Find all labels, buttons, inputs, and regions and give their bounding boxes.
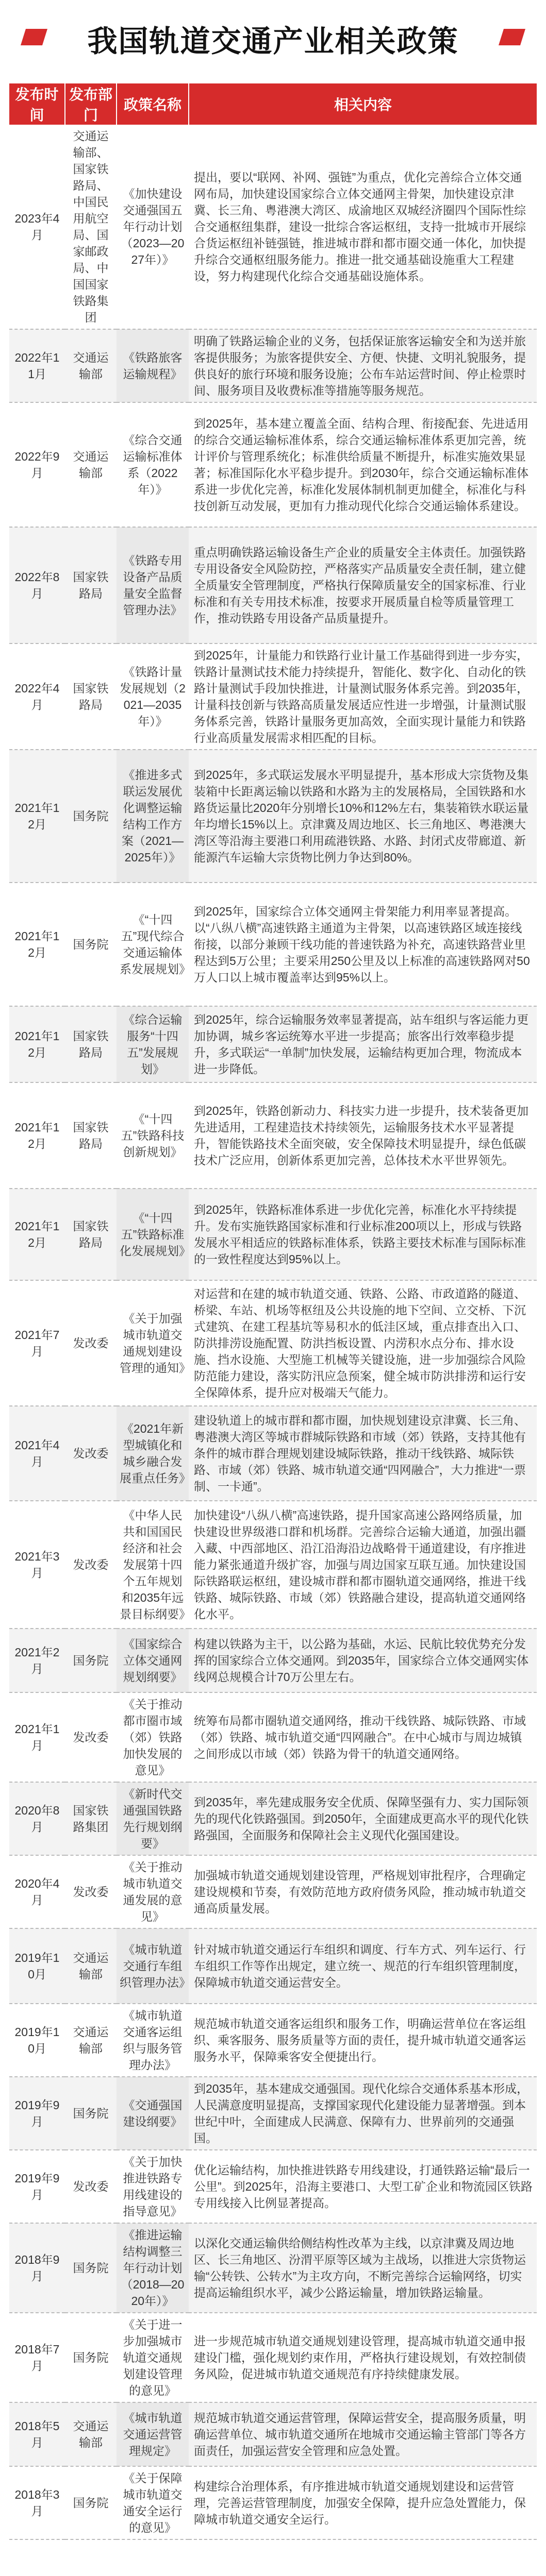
row-dept: 交通运输部: [65, 1928, 117, 2004]
row-doc: 《2021年新型城镇化和城乡融合发展重点任务》: [117, 1406, 189, 1501]
row-content: 构建以铁路为主干，以公路为基础，水运、民航比较优势充分发挥的国家综合立体交通网。到2035年，国家综合立体交通网实体线网总规模合计70万公里左右。: [189, 1629, 537, 1692]
row-dept: 交通运输部: [65, 2402, 117, 2466]
row-doc: 《“十四五”铁路科技创新规划》: [117, 1082, 189, 1189]
row-dept: 国务院: [65, 750, 117, 883]
row-doc: 《综合交通运输标准体系（2022年）》: [117, 402, 189, 527]
row-date: 2021年12月: [9, 1189, 65, 1280]
row-date: 2019年10月: [9, 1928, 65, 2004]
row-content: 到2025年，铁路标准体系进一步优化完善，标准化水平持续提升。发布实施铁路国家标准和行业标准200项以上，形成与铁路发展水平相适应的铁路标准体系，铁路主要技术标准与国际标准的一致性程度达到95%以上。: [189, 1189, 537, 1280]
row-date: 2018年5月: [9, 2402, 65, 2466]
table-row: [9, 1855, 537, 1928]
table-row: [9, 1782, 537, 1855]
row-doc: 《推进多式联运发展优化调整运输结构工作方案（2021—2025年）》: [117, 750, 189, 883]
row-doc: 《关于进一步加强城市轨道交通规划建设管理的意见》: [117, 2313, 189, 2402]
header-content: 相关内容: [189, 83, 537, 125]
row-content: 到2025年，基本建立覆盖全面、结构合理、衔接配套、先进适用的综合交通运输标准体系，综合交通运输标准体系更加完善，统计评价与管理系统化；标准供给质量不断提升，标准实施效果显著；标准国际化水平稳步提升。到2030年，综合交通运输标准体系进一步优化完善，标准化发展体制机制更加健全，标准化与科技创新互动发展，更加有力推动现代化综合交通运输体系建设。: [189, 402, 537, 527]
table-row: [9, 1280, 537, 1406]
row-doc: 《关于推动城市轨道交通发展的意见》: [117, 1855, 189, 1928]
row-date: 2021年12月: [9, 750, 65, 883]
row-content: 到2025年，铁路创新动力、科技实力进一步提升，技术装备更加先进适用，工程建造技术持续领先，运输服务技术水平显著提升，智能铁路技术全面突破，安全保障技术明显提升，绿色低碳技术广泛应用，创新体系更加完善，总体技术水平世界领先。: [189, 1082, 537, 1189]
row-doc: 《新时代交通强国铁路先行规划纲要》: [117, 1782, 189, 1855]
table-body: [9, 125, 537, 2539]
row-dept: 国家铁路局: [65, 1006, 117, 1082]
row-dept: 发改委: [65, 2150, 117, 2223]
page-title: 我国轨道交通产业相关政策: [87, 25, 459, 58]
row-date: 2020年4月: [9, 1855, 65, 1928]
row-date: 2021年3月: [9, 1501, 65, 1629]
row-date: 2021年1月: [9, 1692, 65, 1782]
row-content: 以深化交通运输供给侧结构性改革为主线，以京津冀及周边地区、长三角地区、汾渭平原等区域为主战场，以推进大宗货物运输“公转铁、公转水”为主攻方向，不断完善综合运输网络，切实提高运输组织水平，减少公路运输量，增加铁路运输量。: [189, 2223, 537, 2313]
row-dept: 国家铁路局: [65, 643, 117, 750]
row-dept: 发改委: [65, 1855, 117, 1928]
row-content: 到2025年，综合运输服务效率显著提高，站车组织与客运能力更加协调，城乡客运统筹水平进一步提高；旅客出行效率稳步提升，多式联运“一单制”加快发展，运输结构更加合理，物流成本进一步降低。: [189, 1006, 537, 1082]
row-doc: 《城市轨道交通客运组织与服务管理办法》: [117, 2004, 189, 2077]
table-row: [9, 1928, 537, 2004]
table-row: [9, 402, 537, 527]
header-dept: 发布部门: [65, 83, 117, 125]
header-doc: 政策名称: [117, 83, 189, 125]
row-date: 2022年8月: [9, 527, 65, 643]
row-dept: 国务院: [65, 2466, 117, 2539]
row-date: 2019年9月: [9, 2150, 65, 2223]
table-row: [9, 527, 537, 643]
table-row: [9, 2402, 537, 2466]
row-content: 重点明确铁路运输设备生产企业的质量安全主体责任。加强铁路专用设备安全风险防控，严格落实产品质量安全责任制，建立健全质量安全管理制度，严格执行保障质量安全的国家标准、行业标准和有关专用技术标准，按要求开展质量自检等质量管理工作，推动铁路专用设备产品质量提升。: [189, 527, 537, 643]
row-date: 2021年12月: [9, 883, 65, 1006]
table-row: [9, 1501, 537, 1629]
row-doc: 《“十四五”现代综合交通运输体系发展规划》: [117, 883, 189, 1006]
row-date: 2021年12月: [9, 1006, 65, 1082]
row-date: 2019年10月: [9, 2004, 65, 2077]
row-content: 构建综合治理体系，有序推进城市轨道交通规划建设和运营管理，完善运营管理制度，加强安全保障，提升应急处置能力，保障城市轨道交通安全运行。: [189, 2466, 537, 2539]
table-row: [9, 329, 537, 402]
row-date: 2022年11月: [9, 329, 65, 402]
row-doc: 《中华人民共和国国民经济和社会发展第十四个五年规划和2035年远景目标纲要》: [117, 1501, 189, 1629]
row-dept: 国务院: [65, 1629, 117, 1692]
row-dept: 发改委: [65, 1406, 117, 1501]
row-date: 2019年9月: [9, 2077, 65, 2150]
row-doc: 《推进运输结构调整三年行动计划（2018—2020年）》: [117, 2223, 189, 2313]
row-content: 明确了铁路运输企业的义务，包括保证旅客运输安全和为送并旅客提供服务；为旅客提供安全、方便、快捷、文明礼貌服务，提供良好的旅行环境和服务设施；公布车站运营时间、停止检票时间、服务项目及收费标准等措施等服务规范。: [189, 329, 537, 402]
header-date: 发布时间: [9, 83, 65, 125]
row-dept: 发改委: [65, 1280, 117, 1406]
table-row: [9, 1629, 537, 1692]
row-content: 规范城市轨道交通客运组织和服务工作，明确运营单位在客运组织、乘客服务、服务质量等方面的责任，提升城市轨道交通客运服务水平，保障乘客安全便捷出行。: [189, 2004, 537, 2077]
row-doc: 《城市轨道交通运营管理规定》: [117, 2402, 189, 2466]
row-dept: 国务院: [65, 2313, 117, 2402]
table-row: [9, 1189, 537, 1280]
row-content: 到2025年，计量能力和铁路行业计量工作基础得到进一步夯实，铁路计量测试技术能力持续提升，智能化、数字化、自动化的铁路计量测试手段加快推进，计量测试服务体系完善。到2035年，计量科技创新与铁路高质量发展适应性进一步增强，计量测试服务体系完善，铁路计量服务更加高效，全面实现计量能力和铁路行业高质量发展需求相匹配的目标。: [189, 643, 537, 750]
row-doc: 《关于保障城市轨道交通安全运行的意见》: [117, 2466, 189, 2539]
row-date: 2018年3月: [9, 2466, 65, 2539]
row-content: 加强城市轨道交通规划建设管理，严格规划审批程序，合理确定建设规模和节奏，有效防范地方政府债务风险，推动城市轨道交通高质量发展。: [189, 1855, 537, 1928]
table-header-row: [9, 83, 537, 125]
row-doc: 《铁路旅客运输规程》: [117, 329, 189, 402]
row-content: 规范城市轨道交通运营管理，保障运营安全，提高服务质量，明确运营单位、城市轨道交通所在地城市交通运输主管部门等各方面责任，加强运营安全管理和应急处置。: [189, 2402, 537, 2466]
row-content: 提出，要以“联网、补网、强链”为重点，优化完善综合立体交通网布局，加快建设国家综合立体交通网主骨架，加快建设京津冀、长三角、粤港澳大湾区、成渝地区双城经济圈四个国际性综合交通枢纽集群，建设一批综合客运枢纽，支持一批城市开展综合货运枢纽补链强链，推进城市群和都市圈交通一体化，加快提升综合交通枢纽服务能力。推进一批交通基础设施重大工程建设，努力构建现代化综合交通基础设施体系。: [189, 125, 537, 329]
table-row: [9, 2150, 537, 2223]
row-dept: 发改委: [65, 1692, 117, 1782]
row-content: 建设轨道上的城市群和都市圈，加快规划建设京津冀、长三角、粤港澳大湾区等城市群城际铁路和市域（郊）铁路，支持其他有条件的城市群合理规划建设城际铁路，推动干线铁路、城际铁路、市域（郊）铁路、城市轨道交通“四网融合”，大力推进“一票制、一卡通”。: [189, 1406, 537, 1501]
table-row: [9, 1082, 537, 1189]
row-doc: 《铁路专用设备产品质量安全监督管理办法》: [117, 527, 189, 643]
row-dept: 国家铁路局: [65, 1082, 117, 1189]
row-date: 2023年4月: [9, 125, 65, 329]
row-content: 到2025年，多式联运发展水平明显提升，基本形成大宗货物及集装箱中长距离运输以铁路和水路为主的发展格局，全国铁路和水路货运量比2020年分别增长10%和12%左右，集装箱铁水联运量年均增长15%以上。京津冀及周边地区、长三角地区、粤港澳大湾区等沿海主要港口利用疏港铁路、水路、封闭式皮带廊道、新能源汽车运输大宗货物比例力争达到80%。: [189, 750, 537, 883]
row-doc: 《加快建设交通强国五年行动计划（2023—2027年）》: [117, 125, 189, 329]
row-content: 对运营和在建的城市轨道交通、铁路、公路、市政道路的隧道、桥梁、车站、机场等枢纽及公共设施的地下空间、立交桥、下沉式建筑、在建工程基坑等易积水的低洼区域，重点排查出入口、防洪排涝设施配置、防洪挡板设置、内涝积水点分布、排水设施、挡水设施、大型施工机械等关键设施，进一步加强综合风险防范能力建设，落实防汛应急预案，健全城市防洪排涝和运行安全保障体系，提升应对极端天气能力。: [189, 1280, 537, 1406]
policy-table: [9, 83, 537, 2540]
row-content: 针对城市轨道交通运行车组织和调度、行车方式、列车运行、行车组织工作等作出规定，建立统一、规范的行车组织管理制度，保障城市轨道交通运营安全。: [189, 1928, 537, 2004]
row-doc: 《综合运输服务“十四五”发展规划》: [117, 1006, 189, 1082]
row-doc: 《关于加强城市轨道交通规划建设管理的通知》: [117, 1280, 189, 1406]
row-dept: 交通运输部: [65, 329, 117, 402]
row-dept: 国务院: [65, 2077, 117, 2150]
row-content: 统筹布局都市圈轨道交通网络，推动干线铁路、城际铁路、市域（郊）铁路、城市轨道交通“四网融合”。在中心城市与周边城镇之间形成以市域（郊）铁路为骨干的轨道交通网络。: [189, 1692, 537, 1782]
row-date: 2022年9月: [9, 402, 65, 527]
table-row: [9, 2466, 537, 2539]
red-parallelogram-icon: [19, 26, 49, 48]
row-date: 2021年4月: [9, 1406, 65, 1501]
row-doc: 《铁路计量发展规划（2021—2035年）》: [117, 643, 189, 750]
row-doc: 《国家综合立体交通网规划纲要》: [117, 1629, 189, 1692]
row-dept: 交通运输部、国家铁路局、中国民用航空局、国家邮政局、中国国家铁路集团: [65, 125, 117, 329]
row-dept: 国家铁路集团: [65, 1782, 117, 1855]
table-row: [9, 2004, 537, 2077]
row-date: 2021年12月: [9, 1082, 65, 1189]
row-dept: 国务院: [65, 2223, 117, 2313]
page-header: [0, 0, 546, 77]
row-doc: 《交通强国建设纲要》: [117, 2077, 189, 2150]
row-dept: 交通运输部: [65, 402, 117, 527]
table-row: [9, 1406, 537, 1501]
table-row: [9, 643, 537, 750]
row-content: 优化运输结构，加快推进铁路专用线建设，打通铁路运输“最后一公里”。到2025年，沿海主要港口、大型工矿企业和物流园区铁路专用线接入比例显著提高。: [189, 2150, 537, 2223]
table-row: [9, 2077, 537, 2150]
row-doc: 《关于推动都市圈市域（郊）铁路加快发展的意见》: [117, 1692, 189, 1782]
row-dept: 国务院: [65, 883, 117, 1006]
table-row: [9, 1692, 537, 1782]
red-parallelogram-icon: [497, 26, 527, 48]
row-dept: 交通运输部: [65, 2004, 117, 2077]
row-dept: 国家铁路局: [65, 1189, 117, 1280]
row-date: 2021年2月: [9, 1629, 65, 1692]
table-row: [9, 883, 537, 1006]
row-doc: 《关于加快推进铁路专用线建设的指导意见》: [117, 2150, 189, 2223]
row-content: 到2035年，基本建成交通强国。现代化综合交通体系基本形成，人民满意度明显提高，支撑国家现代化建设能力显著增强。到本世纪中叶，全面建成人民满意、保障有力、世界前列的交通强国。: [189, 2077, 537, 2150]
row-date: 2020年8月: [9, 1782, 65, 1855]
row-doc: 《城市轨道交通行车组织管理办法》: [117, 1928, 189, 2004]
table-row: [9, 1006, 537, 1082]
table-row: [9, 750, 537, 883]
row-date: 2021年7月: [9, 1280, 65, 1406]
row-content: 进一步规范城市轨道交通规划建设管理，提高城市轨道交通申报建设门槛，强化规划约束作用，严格执行建设规划，有效控制债务风险，促进城市轨道交通规范有序持续健康发展。: [189, 2313, 537, 2402]
row-content: 到2025年，国家综合立体交通网主骨架能力利用率显著提高。以“八纵八横”高速铁路主通道为主骨架，以高速铁路区域连接线衔接，以部分兼顾干线功能的普速铁路为补充，高速铁路营业里程达到5万公里；主要采用250公里及以上标准的高速铁路网对50万人口以上城市覆盖率达到95%以上。: [189, 883, 537, 1006]
row-dept: 发改委: [65, 1501, 117, 1629]
row-date: 2018年9月: [9, 2223, 65, 2313]
table-row: [9, 2223, 537, 2313]
row-date: 2018年7月: [9, 2313, 65, 2402]
table-row: [9, 2313, 537, 2402]
row-content: 加快建设“八纵八横”高速铁路，提升国家高速公路网络质量，加快建设世界级港口群和机场群。完善综合运输大通道，加强出疆入藏、中西部地区、沿江沿海沿边战略骨干通道建设，有序推进能力紧张通道升级扩容，加强与周边国家互联互通。加快建设国际铁路联运枢纽，建设城市群和都市圈轨道交通网络，推进干线铁路、城际铁路、市域（郊）铁路融合建设，提高轨道交通网络化水平。: [189, 1501, 537, 1629]
table-row: [9, 125, 537, 329]
row-date: 2022年4月: [9, 643, 65, 750]
row-content: 到2035年，率先建成服务安全优质、保障坚强有力、实力国际领先的现代化铁路强国。到2050年，全面建成更高水平的现代化铁路强国，全面服务和保障社会主义现代化强国建设。: [189, 1782, 537, 1855]
row-doc: 《“十四五”铁路标准化发展规划》: [117, 1189, 189, 1280]
row-dept: 国家铁路局: [65, 527, 117, 643]
